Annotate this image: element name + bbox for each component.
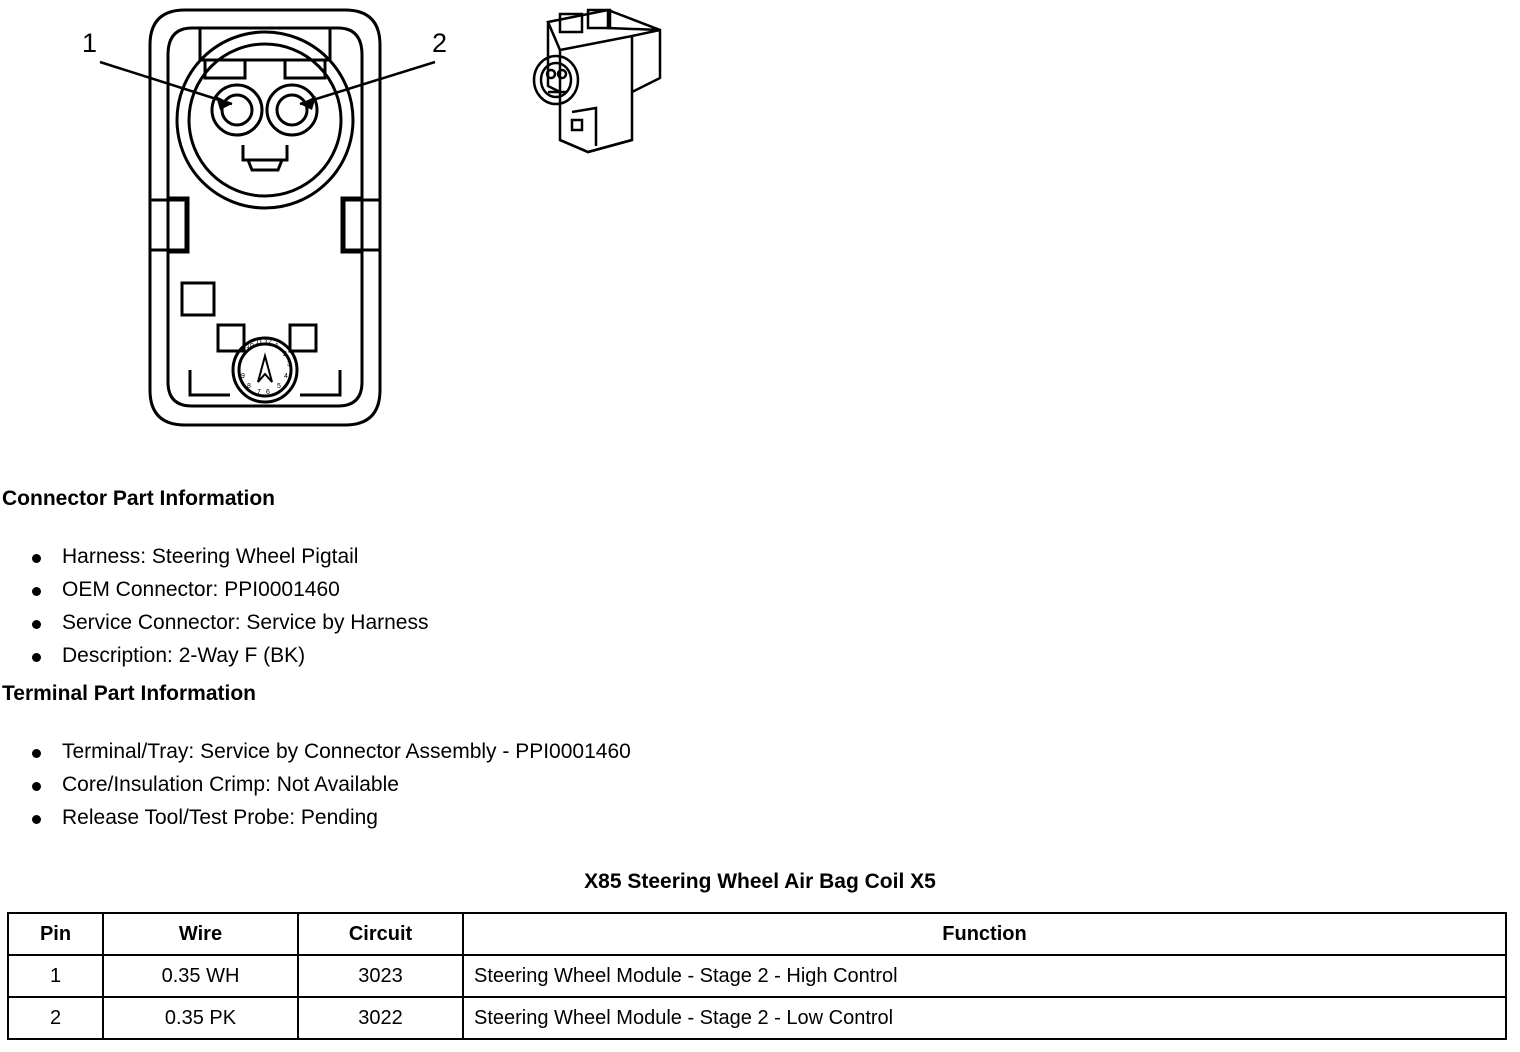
svg-text:9: 9 [241,373,245,380]
svg-text:12: 12 [264,339,272,346]
cell-circuit: 3022 [298,997,463,1039]
table-header-row [8,913,1506,955]
pin-table-title: X85 Steering Wheel Air Bag Coil X5 [584,870,936,893]
list-item [0,801,631,834]
terminal-part-item-release-tool: Release Tool/Test Probe: Pending [62,806,378,829]
cell-wire: 0.35 WH [103,955,298,997]
terminal-part-item-terminal-tray: Terminal/Tray: Service by Connector Assembly - PPI0001460 [62,740,631,763]
column-header-pin: Pin [8,913,103,955]
callout-number-1: 1 [82,28,98,58]
column-header-wire: Wire [103,913,298,955]
column-header-function: Function [463,913,1506,955]
svg-text:3: 3 [287,361,291,368]
connector-part-item-oem-connector: OEM Connector: PPI0001460 [62,578,340,601]
pin-table [7,912,1507,1040]
table-row [8,955,1506,997]
svg-text:7: 7 [257,389,261,396]
connector-part-information-list [0,540,429,672]
svg-text:6: 6 [266,389,270,396]
list-item [0,606,429,639]
connector-diagram [0,0,1520,470]
list-item [0,735,631,768]
cell-wire: 0.35 PK [103,997,298,1039]
connector-part-item-service-connector: Service Connector: Service by Harness [62,611,429,634]
list-item [0,540,429,573]
callout-number-2: 2 [432,28,448,58]
cell-pin: 1 [8,955,103,997]
list-item [0,768,631,801]
svg-text:2: 2 [283,351,287,358]
svg-text:5: 5 [277,383,281,390]
terminal-part-item-core-insulation-crimp: Core/Insulation Crimp: Not Available [62,773,399,796]
list-item [0,639,429,672]
svg-text:11: 11 [255,339,263,346]
connector-part-item-description: Description: 2-Way F (BK) [62,644,306,667]
svg-text:8: 8 [247,383,251,390]
svg-text:4: 4 [284,373,288,380]
connector-part-item-harness: Harness: Steering Wheel Pigtail [62,545,359,568]
connector-part-information-heading: Connector Part Information [2,487,276,510]
cell-function: Steering Wheel Module - Stage 2 - Low Control [463,997,1506,1039]
svg-text:1: 1 [275,343,279,350]
list-item [0,573,429,606]
column-header-circuit: Circuit [298,913,463,955]
cell-pin: 2 [8,997,103,1039]
terminal-part-information-heading: Terminal Part Information [2,682,256,705]
svg-text:10: 10 [246,343,254,350]
connector-illustration [0,0,1520,470]
cell-circuit: 3023 [298,955,463,997]
cell-function: Steering Wheel Module - Stage 2 - High Control [463,955,1506,997]
terminal-part-information-list [0,735,631,834]
table-row [8,997,1506,1039]
